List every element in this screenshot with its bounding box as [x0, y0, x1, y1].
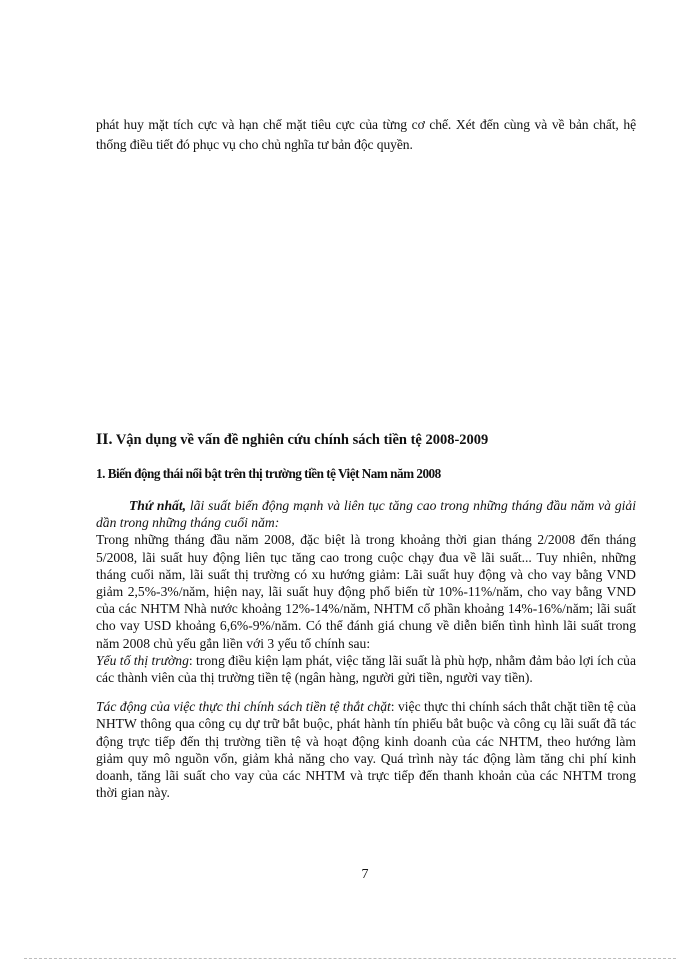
lead-label: Thứ nhất, [129, 498, 186, 513]
factor-policy-label: Tác động của việc thực thi chính sách tiền tệ thắt chặt [96, 699, 391, 715]
paragraph-interest-rates: Trong những tháng đầu năm 2008, đặc biệt là trong khoảng thời gian tháng 2/2008 đến tháng 5/2008, lãi suất huy động liên tục tăng cao trong cuộc chạy đua về lãi suất... Tuy nhiên, những tháng cuối năm, lãi suất thị trường có xu hướng giảm: Lãi suất huy động và cho vay bằng VND giảm 2,5%-3%/năm, hiện nay, lãi suất huy động phổ biến từ 10%-11%/năm, cho vay bằng VND của các NHTM Nhà nước khoảng 12%-14%/năm, NHTM cổ phần khoảng 14%-16%/năm; lãi suất cho vay USD khoảng 6,6%-9%/năm. Có thể đánh giá chung về diễn biến tình hình lãi suất trong năm 2008 chủ yếu gắn liền với 3 yếu tố chính sau: [96, 532, 636, 651]
page-bottom-border [24, 958, 676, 959]
section-title: Vận dụng về vấn đề nghiên cứu chính sách tiền tệ 2008-2009 [115, 432, 489, 448]
section-heading [96, 430, 636, 450]
section-number: II. [96, 431, 113, 448]
intro-paragraph: phát huy mặt tích cực và hạn chế mặt tiêu cực của từng cơ chế. Xét đến cùng và về bản chất, hệ thống điều tiết đó phục vụ cho chủ nghĩa tư bản độc quyền. [96, 116, 636, 152]
factor-market-text: : trong điều kiện lạm phát, việc tăng lãi suất là phù hợp, nhằm đảm bảo lợi ích của các thành viên của thị trường tiền tệ (ngân hàng, người gửi tiền, người vay tiền). [96, 652, 637, 686]
body-text [96, 497, 636, 801]
factor-policy-text: : việc thực thi chính sách thắt chặt tiền tệ của NHTW thông qua công cụ dự trữ bắt buộc, phát hành tín phiếu bắt buộc và công cụ lãi suất đã tác động trực tiếp đến thị trường tiền tệ và hoạt động kinh doanh của các NHTM, theo hướng làm giảm quy mô nguồn vốn, giảm khả năng cho vay. Quá trình này tác động làm tăng chi phí kinh doanh, tăng lãi suất cho vay của các NHTM và trực tiếp đến thanh khoản của các NHTM trong thời gian này. [96, 699, 637, 801]
factor-policy-paragraph [96, 698, 636, 801]
page-number: 7 [361, 867, 369, 882]
sub-heading: 1. Biến động thái nổi bật trên thị trường tiền tệ Việt Nam năm 2008 [96, 466, 441, 481]
paragraph-spacer [96, 686, 636, 698]
lead-text: lãi suất biến động mạnh và liên tục tăng cao trong những tháng đầu năm và giải dần trong những tháng cuối năm: [96, 498, 636, 531]
lead-paragraph [96, 497, 636, 531]
factor-market-label: Yếu tố thị trường [96, 652, 189, 668]
factor-market-paragraph [96, 652, 636, 686]
